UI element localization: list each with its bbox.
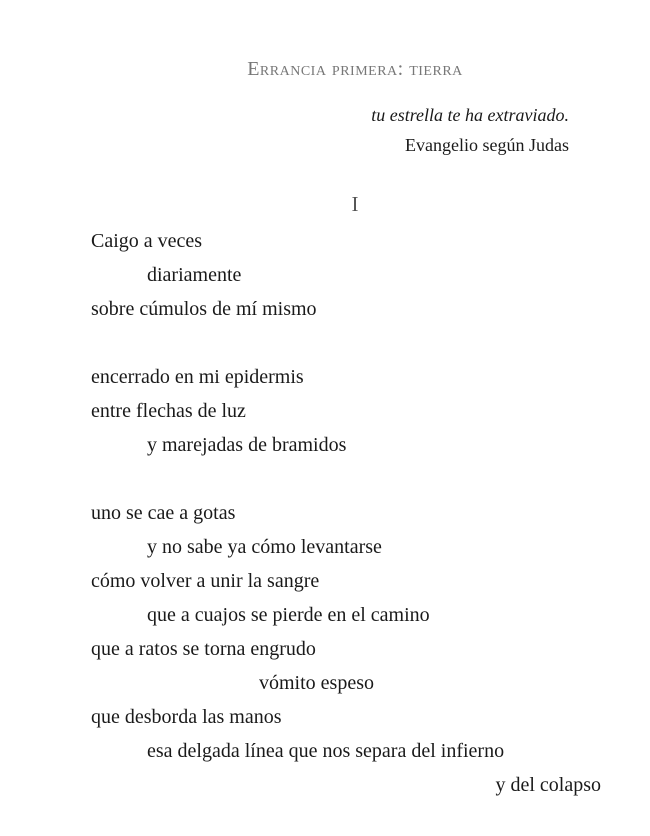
stanza-break	[91, 465, 631, 499]
poem-line: Caigo a veces	[91, 230, 203, 252]
poem-line: cómo volver a unir la sangre	[91, 570, 320, 592]
poem-line: que desborda las manos	[91, 706, 282, 728]
poem-line: y no sabe ya cómo levantarse	[147, 536, 382, 558]
poem-line: diariamente	[147, 264, 242, 286]
stanza	[91, 363, 631, 465]
poem-line: y marejadas de bramidos	[147, 434, 347, 456]
poem-line: que a ratos se torna engrudo	[91, 638, 316, 660]
epigraph-quote: tu estrella te ha extraviado.	[371, 105, 569, 125]
poem-line: uno se cae a gotas	[91, 502, 236, 524]
poem-line: que a cuajos se pierde en el camino	[147, 604, 430, 626]
poem-line: sobre cúmulos de mí mismo	[91, 298, 317, 320]
poem-line: esa delgada línea que nos separa del infierno	[147, 740, 505, 762]
poem-line: y del colapso	[495, 774, 601, 796]
stanza	[91, 227, 631, 329]
stanza	[91, 499, 631, 805]
poem-line: vómito espeso	[259, 672, 374, 694]
epigraph-source: Evangelio según Judas	[405, 135, 569, 155]
poem-body	[91, 227, 631, 805]
section-title: Errancia primera: tierra	[247, 58, 463, 80]
poem-line: encerrado en mi epidermis	[91, 366, 304, 388]
poem-line: entre flechas de luz	[91, 400, 246, 422]
epigraph	[371, 100, 569, 160]
stanza-break	[91, 329, 631, 363]
poem-number: I	[351, 192, 359, 216]
